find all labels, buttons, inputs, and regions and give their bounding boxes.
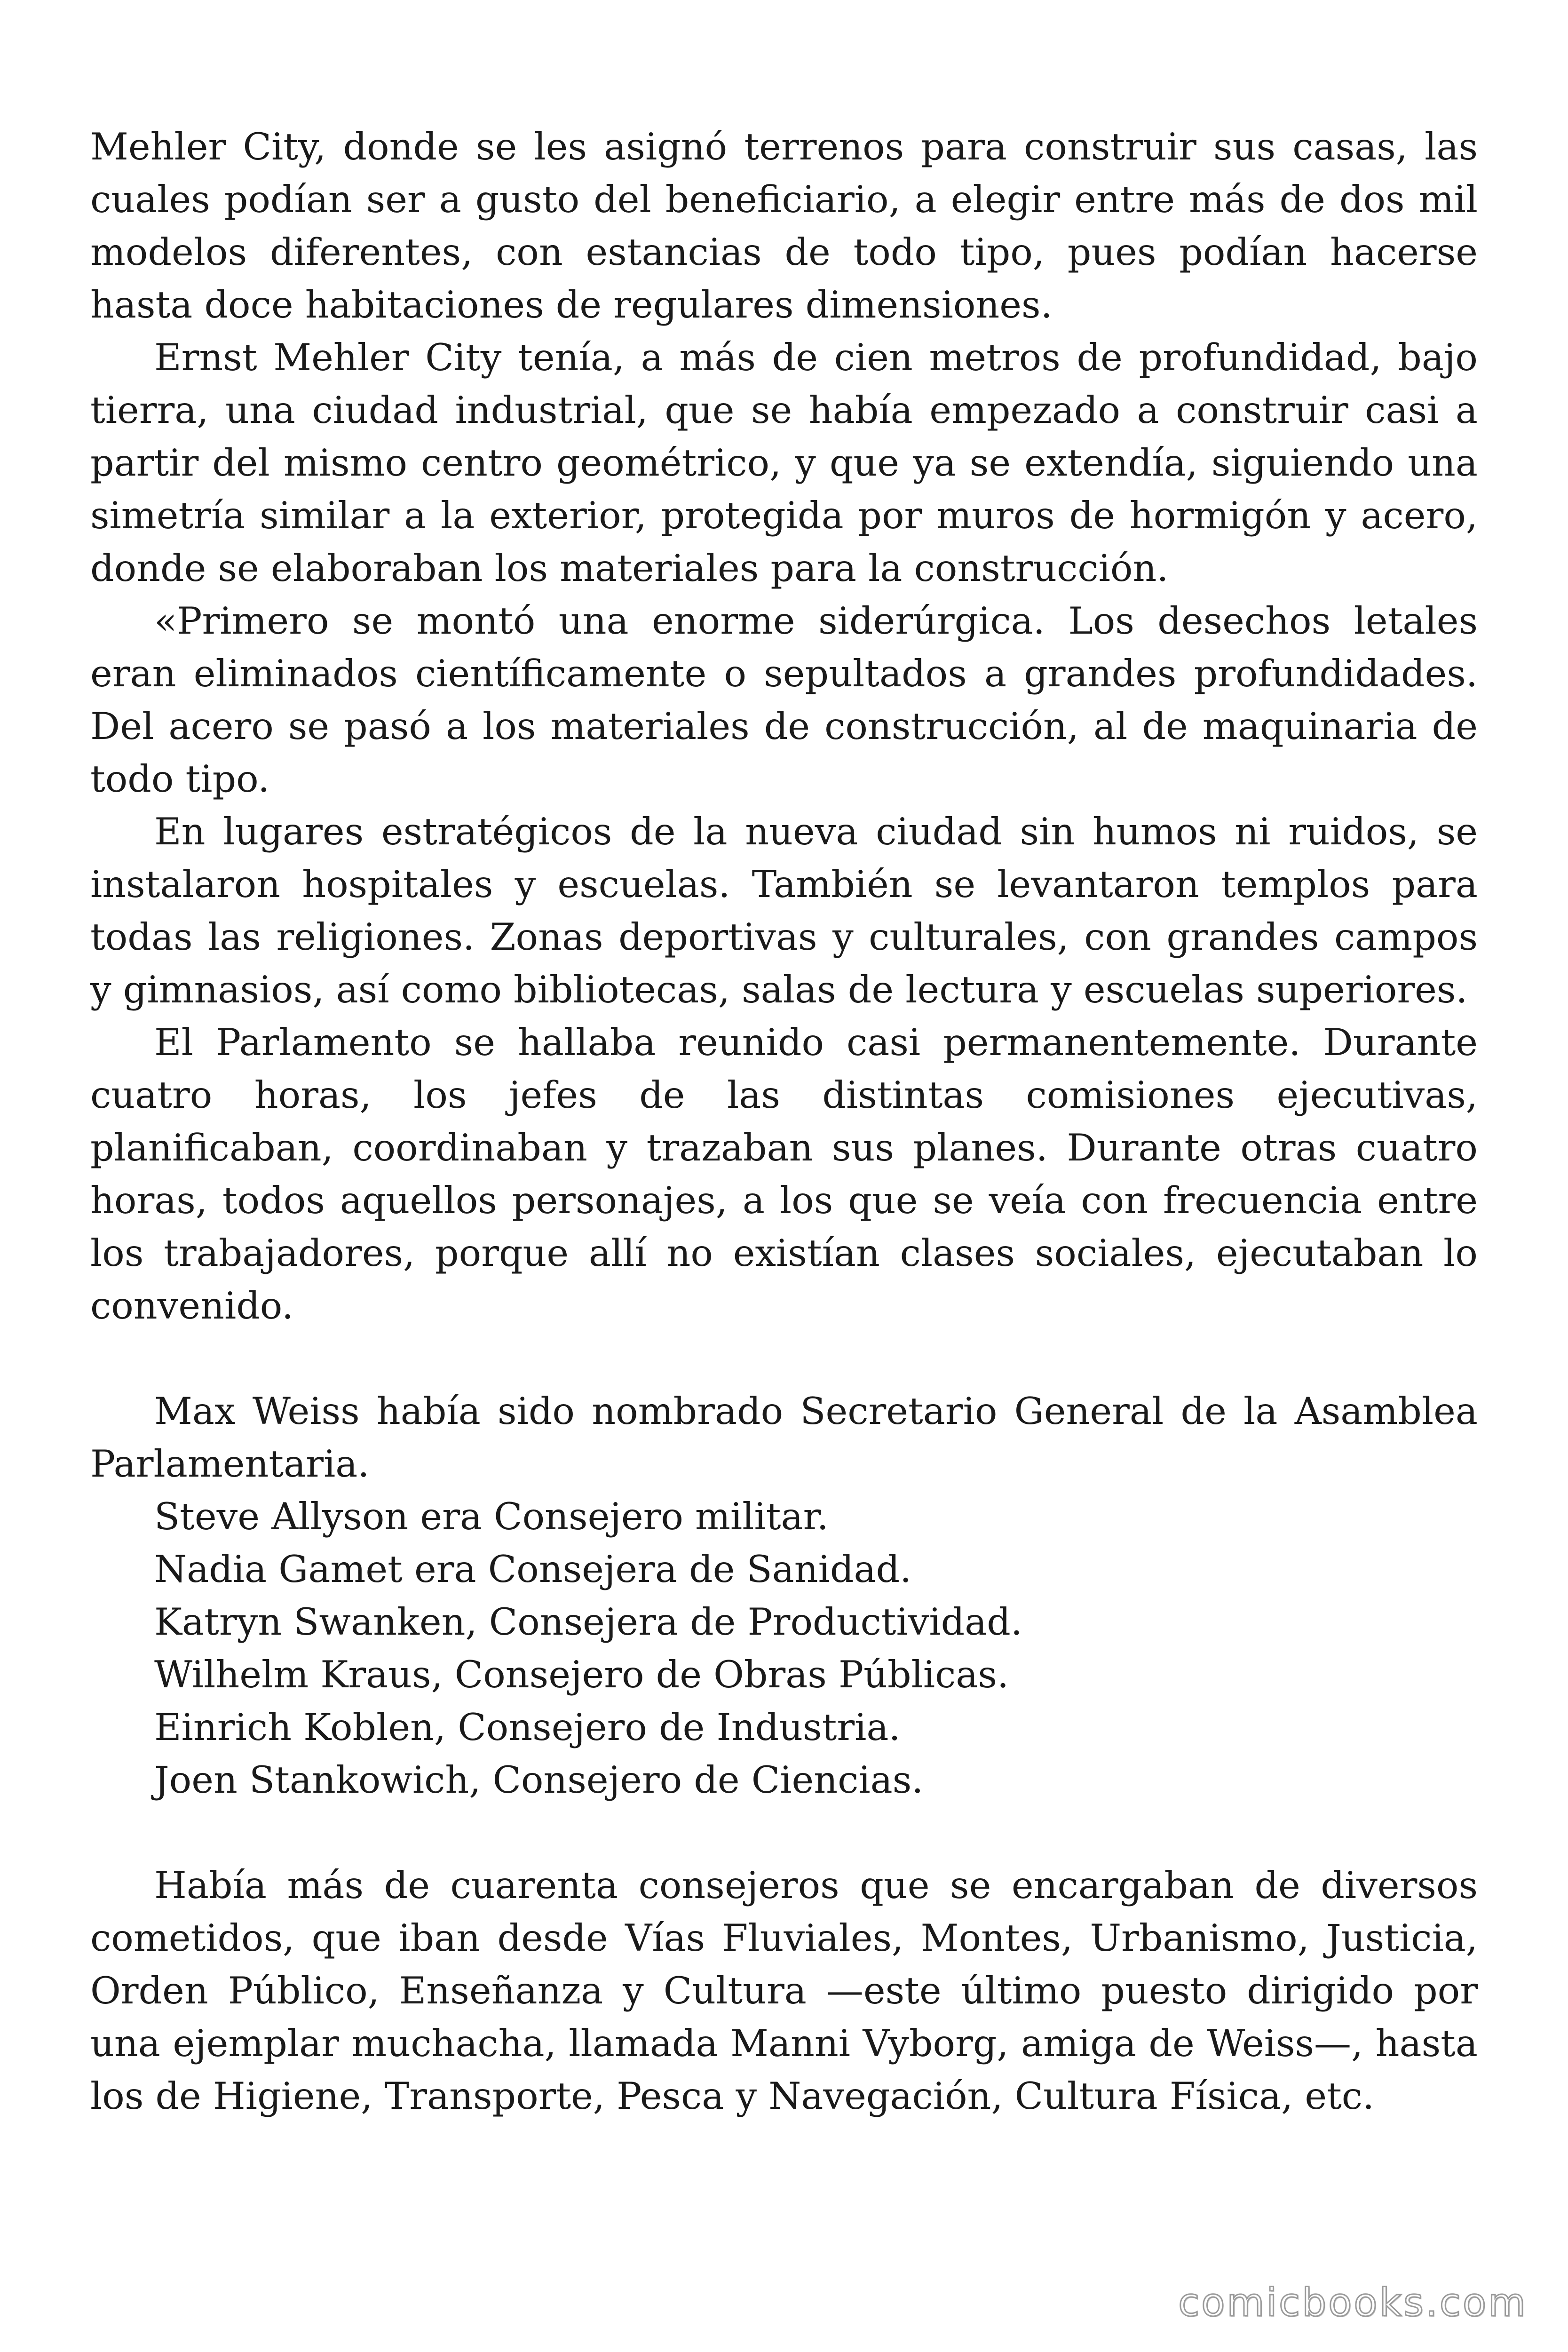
paragraph-steelworks: «Primero se montó una enorme siderúrgica. Los desechos letales eran eliminados científicamente o sepultados a grandes profundidades. Del acero se pasó a los materiales de construcción, al de maquinaria de todo tipo.: [90, 599, 1478, 801]
paragraph-councillor-productivity: Katryn Swanken, Consejera de Productividad.: [154, 1600, 1022, 1644]
paragraph-industrial-city: Ernst Mehler City tenía, a más de cien metros de profundidad, bajo tierra, una ciudad industrial, que se había empezado a construir casi a partir del mismo centro geométrico, y que ya se extendía, siguiendo una simetría similar a la exterior, protegida por muros de hormigón y acero, donde se elaboraban los materiales para la construcción.: [90, 336, 1478, 590]
section-break: [90, 1332, 1478, 1385]
paragraph-parliament: El Parlamento se hallaba reunido casi permanentemente. Durante cuatro horas, los jefes de las distintas comisiones ejecutivas, planificaban, coordinaban y trazaban sus planes. Durante otras cuatro horas, todos aquellos personajes, a los que se veía con frecuencia entre los trabajadores, porque allí no existían clases sociales, ejecutaban lo convenido.: [90, 1021, 1478, 1327]
paragraph-secretary-general: Max Weiss había sido nombrado Secretario General de la Asamblea Parlamentaria.: [90, 1390, 1478, 1486]
paragraph-councillor-military: Steve Allyson era Consejero militar.: [154, 1495, 829, 1538]
paragraph-facilities: En lugares estratégicos de la nueva ciudad sin humos ni ruidos, se instalaron hospitales y escuelas. También se levantaron templos para todas las religiones. Zonas deportivas y culturales, con grandes campos y gimnasios, así como bibliotecas, salas de lectura y escuelas superiores.: [90, 810, 1478, 1011]
page-body: [90, 120, 1478, 2122]
section-break: [90, 1806, 1478, 1859]
paragraph-other-councillors: Había más de cuarenta consejeros que se encargaban de diversos cometidos, que iban desde Vías Fluviales, Montes, Urbanismo, Justicia, Orden Público, Enseñanza y Cultura —este último puesto dirigido por una ejemplar muchacha, llamada Manni Vyborg, amiga de Weiss—, hasta los de Higiene, Transporte, Pesca y Navegación, Cultura Física, etc.: [90, 1864, 1478, 2118]
paragraph-councillor-health: Nadia Gamet era Consejera de Sanidad.: [154, 1548, 912, 1591]
paragraph-councillor-sciences: Joen Stankowich, Consejero de Ciencias.: [154, 1758, 924, 1802]
watermark-logo: comicbooks.com: [1178, 2280, 1528, 2325]
paragraph-councillor-industry: Einrich Koblen, Consejero de Industria.: [154, 1706, 901, 1749]
paragraph-continuation: Mehler City, donde se les asignó terrenos para construir sus casas, las cuales podían ser a gusto del beneficiario, a elegir entre más de dos mil modelos diferentes, con estancias de todo tipo, pues podían hacerse hasta doce habitaciones de regulares dimensiones.: [90, 125, 1478, 326]
paragraph-councillor-public-works: Wilhelm Kraus, Consejero de Obras Públicas.: [154, 1653, 1009, 1696]
